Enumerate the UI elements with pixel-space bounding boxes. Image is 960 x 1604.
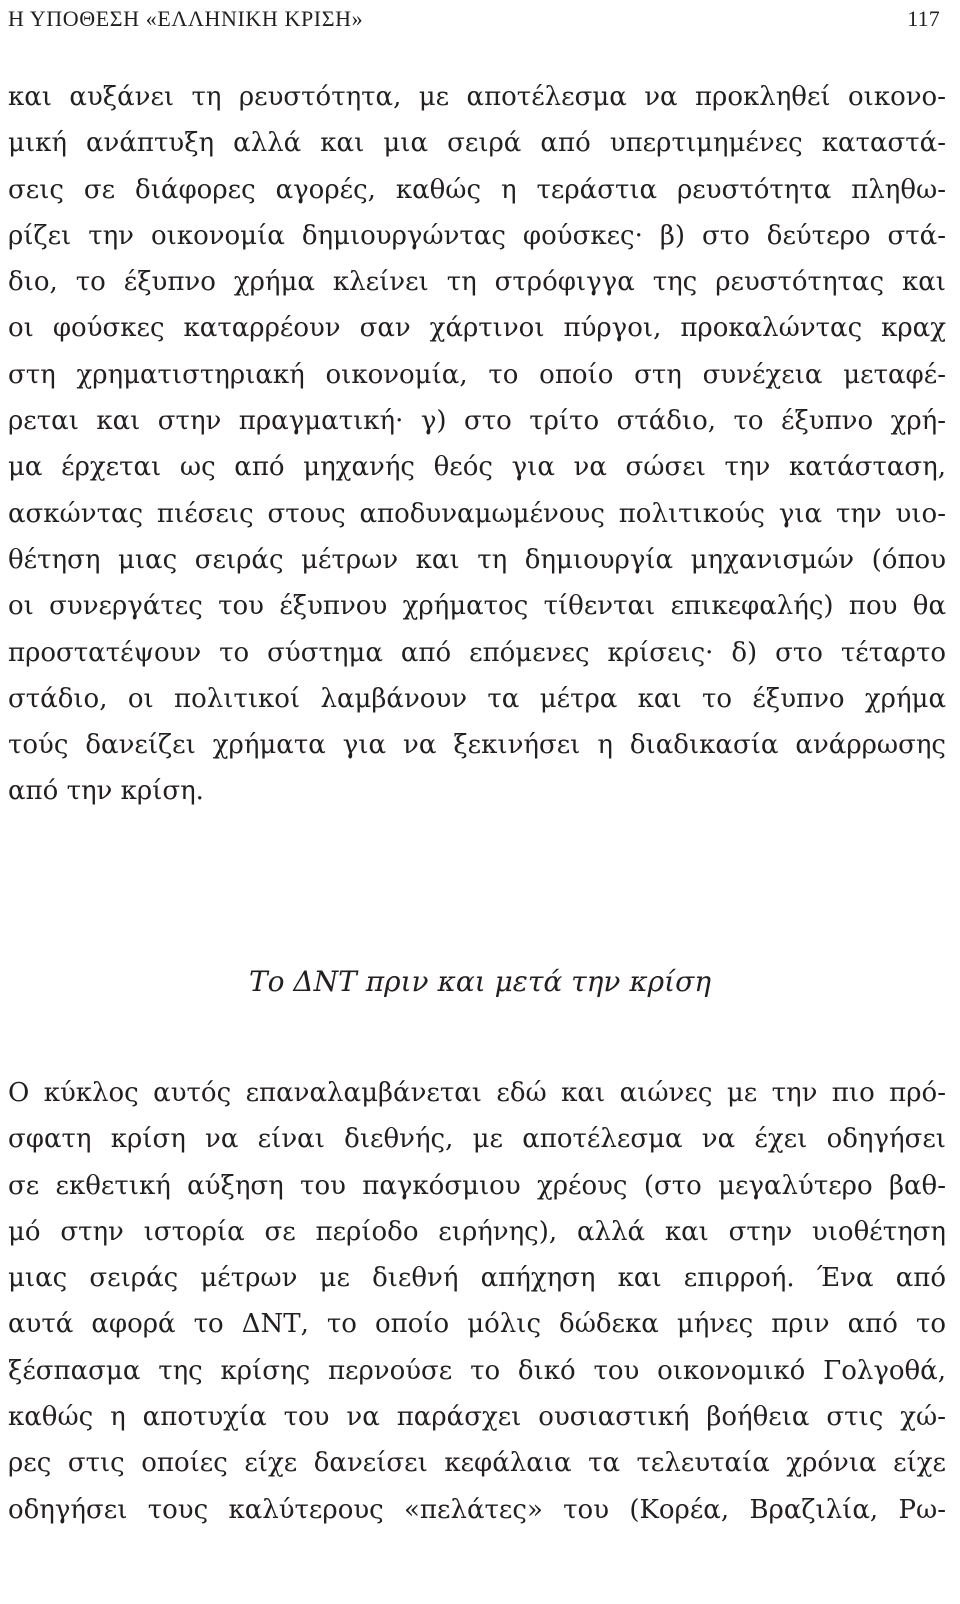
- text-line: στη χρηματιστηριακή οικονομία, το οποίο στη συνέχεια μεταφέ-: [8, 359, 946, 390]
- text-line: οδηγήσει τους καλύτερους «πελάτες» του (Κορέα, Βραζιλία, Ρω-: [8, 1494, 946, 1525]
- text-line: ρεται και στην πραγματική· γ) στο τρίτο στάδιο, το έξυπνο χρή-: [8, 406, 946, 437]
- text-line: τούς δανείζει χρήματα για να ξεκινήσει η διαδικασία ανάρρωσης: [8, 730, 946, 761]
- text-line: αυτά αφορά το ΔΝΤ, το οποίο μόλις δώδεκα μήνες πριν από το: [8, 1309, 946, 1340]
- text-line: Ο κύκλος αυτός επαναλαμβάνεται εδώ και αιώνες με την πιο πρό-: [8, 1078, 946, 1108]
- text-line: μική ανάπτυξη αλλά και μια σειρά από υπερτιμημένες καταστά-: [8, 128, 946, 159]
- text-line: καθώς η αποτυχία του να παράσχει ουσιαστική βοήθεια στις χώ-: [8, 1402, 946, 1433]
- text-line: μιας σειράς μέτρων με διεθνή απήχηση και επιρροή. Ένα από: [8, 1263, 946, 1294]
- text-line: ρίζει την οικονομία δημιουργώντας φούσκες· β) στο δεύτερο στά-: [8, 220, 946, 251]
- text-line: ρες στις οποίες είχε δανείσει κεφάλαια τα τελευταία χρόνια είχε: [8, 1448, 946, 1479]
- text-line: διο, το έξυπνο χρήμα κλείνει τη στρόφιγγα της ρευστότητας και: [8, 267, 946, 298]
- text-line: προστατέψουν το σύστημα από επόμενες κρίσεις· δ) στο τέταρτο: [8, 637, 946, 668]
- text-line: σε εκθετική αύξηση του παγκόσμιου χρέους (στο μεγαλύτερο βαθ-: [8, 1170, 946, 1201]
- section-heading: Το ΔΝΤ πριν και μετά την κρίση: [248, 965, 712, 998]
- text-line: οι φούσκες καταρρέουν σαν χάρτινοι πύργοι, προκαλώντας κραχ: [8, 313, 946, 344]
- text-line: από την κρίση.: [8, 776, 204, 807]
- text-line: στάδιο, οι πολιτικοί λαμβάνουν τα μέτρα και το έξυπνο χρήμα: [8, 683, 946, 714]
- paragraph-2: [8, 1070, 946, 1533]
- text-line: οι συνεργάτες του έξυπνου χρήματος τίθενται επικεφαλής) που θα: [8, 591, 946, 622]
- text-line: σεις σε διάφορες αγορές, καθώς η τεράστια ρευστότητα πληθω-: [8, 174, 946, 205]
- text-line: και αυξάνει τη ρευστότητα, με αποτέλεσμα να προκληθεί οικονο-: [8, 82, 946, 112]
- text-line: θέτηση μιας σειράς μέτρων και τη δημιουργία μηχανισμών (όπου: [8, 544, 946, 575]
- running-title: Η ΥΠΟΘΕΣΗ «ΕΛΛΗΝΙΚΗ ΚΡΙΣΗ»: [8, 6, 364, 31]
- paragraph-1: [8, 74, 946, 815]
- text-line: μα έρχεται ως από μηχανής θεός για να σώσει την κατάσταση,: [8, 452, 946, 483]
- running-header: [8, 6, 940, 36]
- text-line: ασκώντας πιέσεις στους αποδυναμωμένους πολιτικούς για την υιο-: [8, 498, 946, 529]
- text-line: ξέσπασμα της κρίσης περνούσε το δικό του οικονομικό Γολγοθά,: [8, 1355, 946, 1386]
- page-number: 117: [907, 6, 940, 31]
- text-line: μό στην ιστορία σε περίοδο ειρήνης), αλλά και στην υιοθέτηση: [8, 1216, 946, 1247]
- text-line: σφατη κρίση να είναι διεθνής, με αποτέλεσμα να έχει οδηγήσει: [8, 1124, 946, 1155]
